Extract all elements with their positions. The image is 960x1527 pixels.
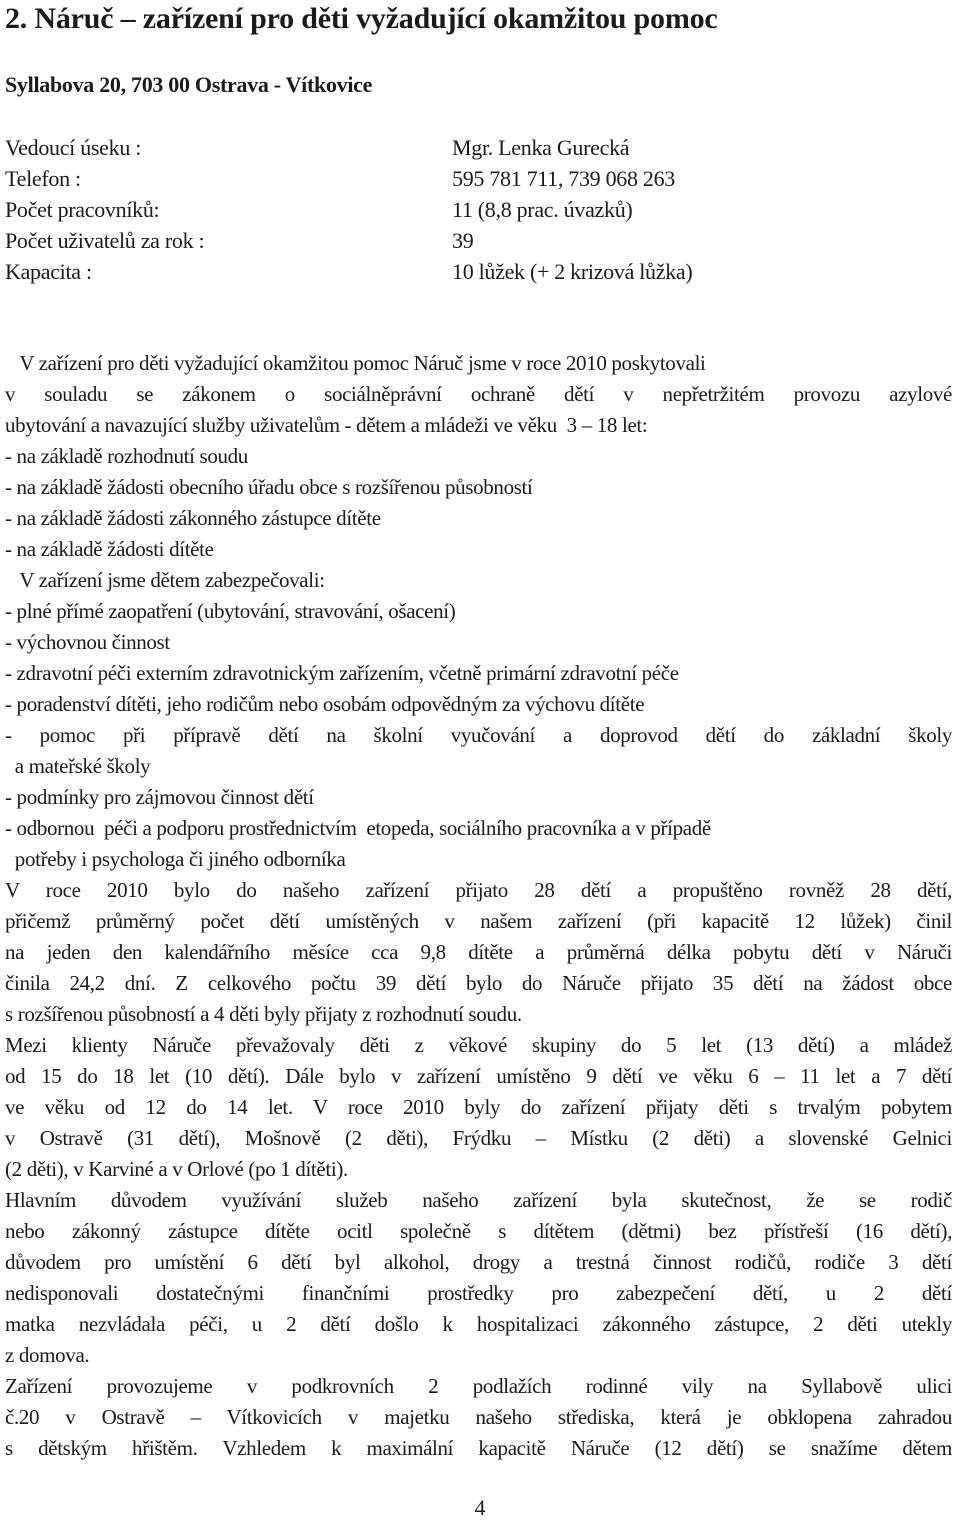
text-line: (2 děti), v Karviné a v Orlové (po 1 dítěti). [5,1157,348,1181]
section-title: 2. Náruč – zařízení pro děti vyžadující okamžitou pomoc [5,2,718,35]
text-line: matka nezvládala péči, u 2 dětí došlo k hospitalizaci zákonného zástupce, 2 děti utekly [5,1312,952,1336]
info-value: 39 [452,228,474,253]
text-line: - plné přímé zaopatření (ubytování, stravování, ošacení) [5,599,456,623]
text-line: - na základě žádosti dítěte [5,537,214,561]
text-line: - na základě žádosti obecního úřadu obce s rozšířenou působností [5,475,533,499]
text-line: a mateřské školy [5,754,151,778]
body-text [5,348,952,1464]
text-line: č.20 v Ostravě – Vítkovicích v majetku našeho střediska, která je obklopena zahradou [5,1405,952,1429]
text-line: V roce 2010 bylo do našeho zařízení přijato 28 dětí a propuštěno rovněž 28 dětí, [5,878,952,902]
text-line: ve věku od 12 do 14 let. V roce 2010 byly do zařízení přijaty děti s trvalým pobytem [5,1095,952,1119]
info-label: Vedoucí úseku : [5,135,142,160]
text-line: od 15 do 18 let (10 dětí). Dále bylo v zařízení umístěno 9 dětí ve věku 6 – 11 let a 7 dětí [5,1064,952,1088]
info-label: Kapacita : [5,259,92,284]
text-line: Mezi klienty Náruče převažovaly děti z věkové skupiny do 5 let (13 dětí) a mládež [5,1033,952,1057]
text-line: na jeden den kalendářního měsíce cca 9,8 dítěte a průměrná délka pobytu dětí v Náruči [5,940,952,964]
info-row [5,163,945,194]
info-label: Počet uživatelů za rok : [5,228,205,253]
info-label: Počet pracovníků: [5,197,160,222]
info-row [5,194,945,225]
page-number: 4 [474,1495,486,1520]
address: Syllabova 20, 703 00 Ostrava - Vítkovice [5,72,373,97]
text-line: - pomoc při přípravě dětí na školní vyučování a doprovod dětí do základní školy [5,723,952,747]
text-line: ubytování a navazující služby uživatelům - dětem a mládeži ve věku 3 – 18 let: [5,413,648,437]
info-table [5,132,945,287]
info-row [5,225,945,256]
text-line: důvodem pro umístění 6 dětí byl alkohol, drogy a trestná činnost rodičů, rodiče 3 dětí [5,1250,952,1274]
text-line: Hlavním důvodem využívání služeb našeho zařízení byla skutečnost, že se rodič [5,1188,952,1212]
text-line: v souladu se zákonem o sociálněprávní ochraně dětí v nepřetržitém provozu azylové [5,382,952,406]
info-value: Mgr. Lenka Gurecká [452,135,630,160]
info-label: Telefon : [5,166,81,191]
text-line: z domova. [5,1343,90,1367]
text-line: - zdravotní péči externím zdravotnickým zařízením, včetně primární zdravotní péče [5,661,679,685]
text-line: Zařízení provozujeme v podkrovních 2 podlažích rodinné vily na Syllabově ulici [5,1374,952,1398]
text-line: V zařízení pro děti vyžadující okamžitou pomoc Náruč jsme v roce 2010 poskytovali [5,351,706,375]
text-line: přičemž průměrný počet dětí umístěných v našem zařízení (při kapacitě 12 lůžek) činil [5,909,952,933]
text-line: V zařízení jsme dětem zabezpečovali: [5,568,325,592]
info-row [5,132,945,163]
text-line: - poradenství dítěti, jeho rodičům nebo osobám odpovědným za výchovu dítěte [5,692,645,716]
text-line: nedisponovali dostatečnými finančními prostředky pro zabezpečení dětí, u 2 dětí [5,1281,952,1305]
text-line: - podmínky pro zájmovou činnost dětí [5,785,314,809]
text-line: v Ostravě (31 dětí), Mošnově (2 děti), Frýdku – Místku (2 děti) a slovenské Gelnici [5,1126,952,1150]
text-line: - na základě rozhodnutí soudu [5,444,248,468]
text-line: s rozšířenou působností a 4 děti byly přijaty z rozhodnutí soudu. [5,1002,522,1026]
text-line: - odbornou péči a podporu prostřednictvím etopeda, sociálního pracovníka a v případě [5,816,711,840]
text-line: - výchovnou činnost [5,630,170,654]
info-value: 10 lůžek (+ 2 krizová lůžka) [452,259,693,284]
info-value: 595 781 711, 739 068 263 [452,166,675,191]
info-row [5,256,945,287]
text-line: s dětským hřištěm. Vzhledem k maximální kapacitě Náruče (12 dětí) se snažíme dětem [5,1436,952,1460]
text-line: - na základě žádosti zákonného zástupce dítěte [5,506,381,530]
info-value: 11 (8,8 prac. úvazků) [452,197,633,222]
text-line: potřeby i psychologa či jiného odborníka [5,847,346,871]
text-line: nebo zákonný zástupce dítěte ocitl společně s dítětem (dětmi) bez přístřeší (16 dětí), [5,1219,952,1243]
text-line: činila 24,2 dní. Z celkového počtu 39 dětí bylo do Náruče přijato 35 dětí na žádost obce [5,971,952,995]
